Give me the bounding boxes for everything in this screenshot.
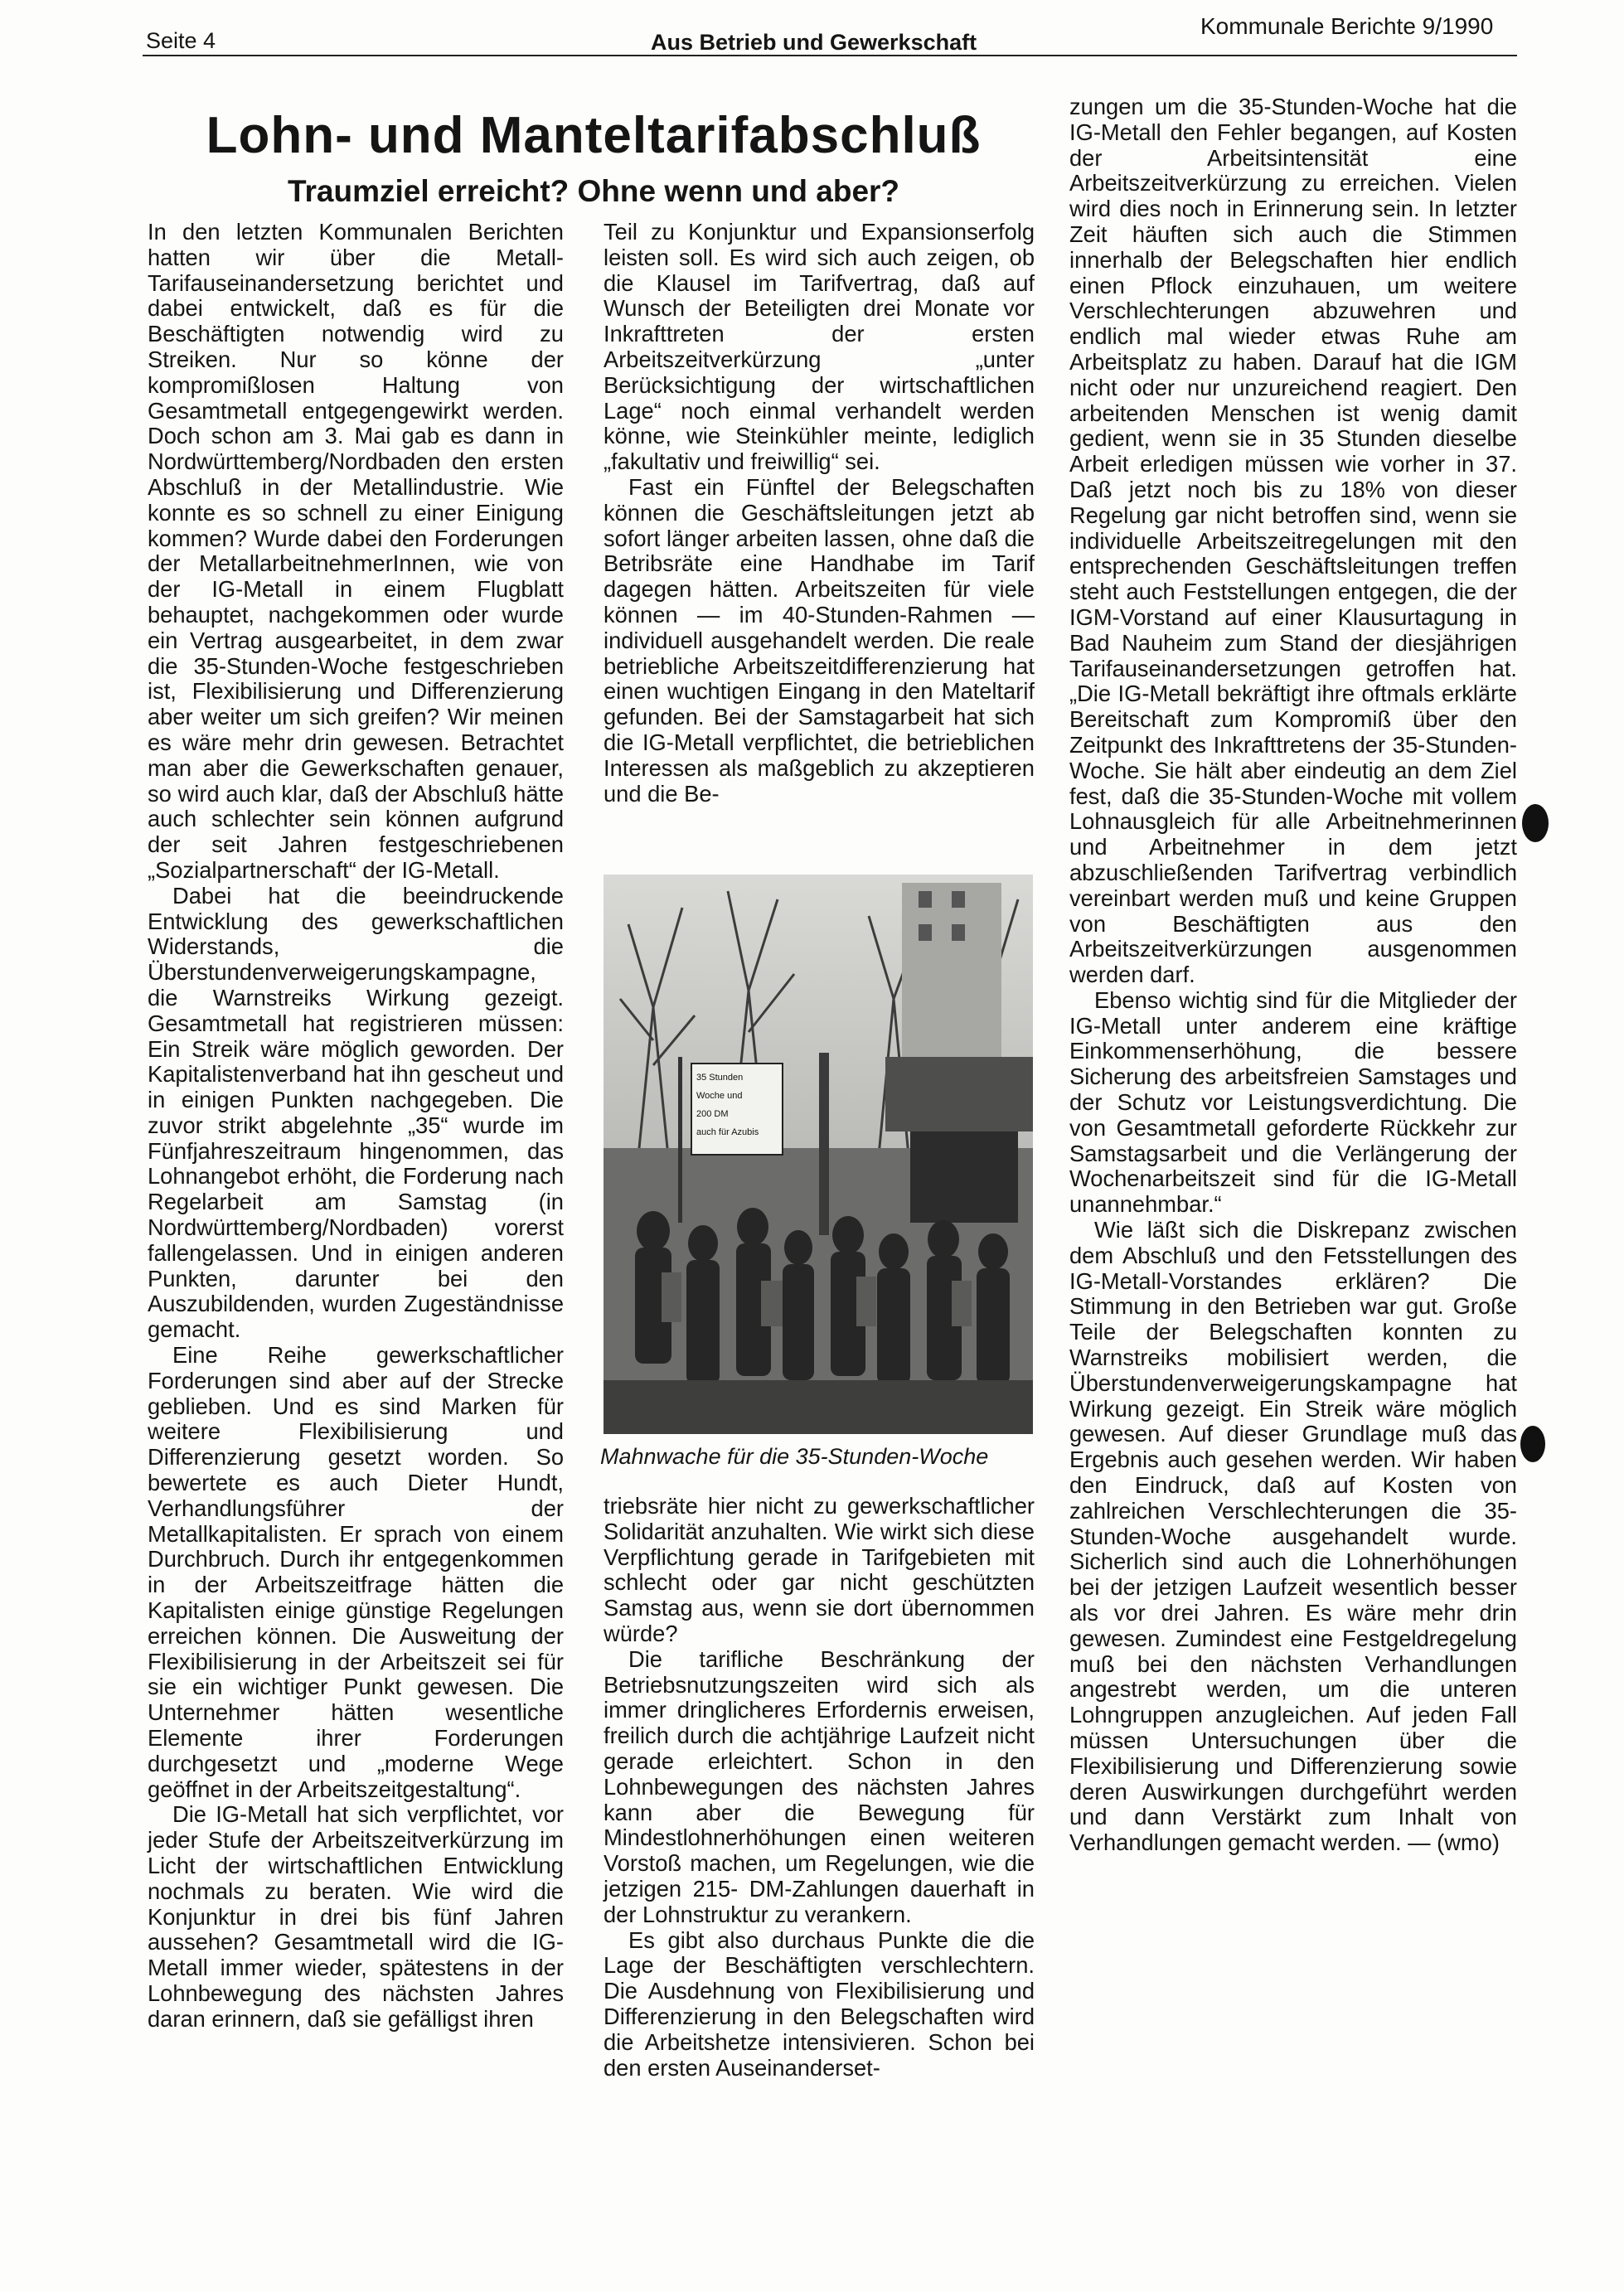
text-column-2-bottom xyxy=(604,1494,1035,2081)
photo-sign-line: 35 Stunden xyxy=(696,1073,744,1083)
punch-hole-mark xyxy=(1520,1426,1545,1462)
paragraph: Eine Reihe gewerkschaftlicher Forderungen sind aber auf der Strecke geblieben. Und es sind Marken für weitere Flexibilisierung und Differenzierung gesetzt worden. So bewertete es auch Dieter Hundt, Verhandlungsführer der Metallkapitalisten. Er sprach von einem Durchbruch. Durch ihr entgegenkommen in der Arbeitszeitfrage hätten die Kapitalisten einige günstige Regelungen erreichen können. Die Ausweitung der Flexibilisierung in der Arbeitszeit sei für sie ein wichtiger Punkt gewesen. Die Unternehmer hätten wesentliche Elemente ihrer Forderungen durchgesetzt und „moderne Wege geöffnet in der Arbeitszeitgestaltung“. xyxy=(148,1342,564,1802)
punch-hole-mark xyxy=(1522,804,1549,842)
demonstration-photo xyxy=(604,875,1033,1434)
paragraph: Die tarifliche Beschränkung der Betriebsnutzungszeiten wird sich als immer dringlicheres Erfordernis erweisen, freilich durch die achtjährige Laufzeit nicht gerade erleichtert. Schon in den Lohnbewegungen des nächsten Jahres kann aber die Bewegung für Mindestlohnerhöhungen einen weiteren Vorstoß machen, um Regelungen, wie die jetzigen 215- DM-Zahlungen dauerhaft in der Lohnstruktur zu verankern. xyxy=(604,1645,1035,1927)
paragraph: zungen um die 35-Stunden-Woche hat die IG-Metall den Fehler begangen, auf Kosten der Arbeitsintensität eine Arbeitszeitverkürzung zu erreichen. Vielen wird dies noch in Erinnerung sein. In letzter Zeit häuften sich auch die Stimmen innerhalb der Belegschaften hier endlich einen Pflock einzuhauen, um weitere Verschlechterungen abzuwehren und endlich mal wieder etwas Ruhe am Arbeitsplatz zu haben. Darauf hat die IGM nicht oder nur unzureichend reagiert. Den arbeitenden Menschen ist wenig damit gedient, wenn sie in 35 Stunden dieselbe Arbeit erledigen müssen wie vorher in 37. Daß jetzt noch bis zu 18% von dieser Regelung gar nicht betroffen sind, wenn sie individuelle Arbeitszeitregelungen mit den entsprechenden Geschäftsleitungen treffen steht auch Feststellungen entgegen, die der IGM-Vorstand auf einer Klausurtagung in Bad Nauheim zum Stand der diesjährigen Tarifauseinandersetzungen getroffen hat. „Die IG-Metall bekräftigt ihre oftmals erklärte Bereitschaft zum Kompromiß über den Zeitpunkt des Inkrafttretens der 35-Stunden-Woche. Sie hält aber eindeutig an dem Ziel fest, daß die 35-Stunden-Woche mit vollem Lohnausgleich für alle Arbeitnehmerinnen und Arbeitnehmer in dem jetzt abzuschließenden Tarifvertrag verbindlich vereinbart werden muß und keine Gruppen von Beschäftigten aus den Arbeitszeitverkürzungen ausgenommen werden darf. xyxy=(1069,94,1517,988)
paragraph: Dabei hat die beeindruckende Entwicklung des gewerkschaftlichen Widerstands, die Überstundenverweigerungskampagne, die Warnstreiks Wirkung gezeigt. Gesamtmetall hat registrieren müssen: Ein Streik wäre möglich geworden. Der Kapitalistenverband hat ihn gescheut und in einigen Punkten nachgegeben. Die zuvor strikt abgelehnte „35“ wurde im Fünfjahreszeitraum hingenommen, das Lohnangebot erhöht, die Forderung nach Regelarbeit am Samstag (in Nordwürttemberg/Nordbaden) vorerst fallengelassen. Und in einigen anderen Punkten, darunter bei den Auszubildenden, wurden Zugeständnisse gemacht. xyxy=(148,882,564,1343)
photo-sign-line: auch für Azubis xyxy=(696,1127,759,1137)
paragraph: In den letzten Kommunalen Berichten hatten wir über die Metall-Tarifauseinandersetzung berichtet und dabei entwickelt, daß es für die Beschäftigten notwendig wird zu Streiken. Nur so könne der kompromißlosen Haltung von Gesamtmetall entgegengewirkt werden. Doch schon am 3. Mai gab es dann in Nordwürttemberg/Nordbaden den ersten Abschluß in der Metallindustrie. Wie konnte es so schnell zu einer Einigung kommen? Wurde dabei den Forderungen der MetallarbeitnehmerInnen, wie von der IG-Metall in einem Flugblatt behauptet, nachgekommen oder wurde ein Vertrag ausgearbeitet, in dem zwar die 35-Stunden-Woche festgeschrieben ist, Flexibilisierung und Differenzierung aber weiter um sich greifen? Wir meinen es wäre mehr drin gewesen. Betrachtet man aber die Gewerkschaften genauer, so wird auch klar, daß der Abschluß hätte auch schlechter sein können aufgrund der seit Jahren festgeschriebenen „Sozialpartnerschaft“ der IG-Metall. xyxy=(148,219,564,883)
photo-sign-line: Woche und xyxy=(696,1091,743,1101)
publication-label: Kommunale Berichte 9/1990 xyxy=(1200,13,1494,39)
photo-sign-line: 200 DM xyxy=(696,1109,729,1119)
paragraph: Ebenso wichtig sind für die Mitglieder der IG-Metall unter anderem eine kräftige Einkommenserhöhung, die bessere Sicherung des arbeitsfreien Samstages und der Schutz vor Leistungsverdichtung. Die von Gesamtmetall geforderte Rückkehr zur Samstagsarbeit und die Verlängerung der Wochenarbeitszeit sind für die IG-Metall unannehmbar.“ xyxy=(1069,986,1517,1218)
text-column-2-top xyxy=(604,220,1035,807)
header-rule xyxy=(143,55,1517,56)
text-column-1 xyxy=(148,220,564,2033)
paragraph: triebsräte hier nicht zu gewerkschaftlicher Solidarität anzuhalten. Wie wirkt sich diese Verpflichtung gerade in Tarifgebieten mit schlecht oder gar nicht geschützten Samstag aus, wenn sie dort übernommen würde? xyxy=(604,1493,1035,1646)
paragraph: Es gibt also durchaus Punkte die die Lage der Beschäftigten verschlechtern. Die Ausdehnung von Flexibilisierung und Differenzierung in den Belegschaften wird die Arbeitshetze intensivieren. Schon bei den ersten Auseinanderset- xyxy=(604,1926,1035,2081)
page-number: Seite 4 xyxy=(146,28,216,53)
text-column-3 xyxy=(1069,94,1517,1856)
paragraph: Wie läßt sich die Diskrepanz zwischen dem Abschluß und den Fetsstellungen des IG-Metall-Vorstandes erklären? Die Stimmung in den Betrieben war gut. Große Teile der Belegschaften konnten zu Warnstreiks mobilisiert werden, die Überstundenverweigerungskampagne hat Wirkung gezeigt. Ein Streik wäre möglich gewesen. Auf dieser Grundlage muß das Ergebnis auch gesehen werden. Wir haben den Eindruck, daß auf Kosten von zahlreichen Verschlechterungen die 35-Stunden-Woche ausgehandelt wurde. Sicherlich sind auch die Lohnerhöhungen bei der jetzigen Laufzeit wesentlich besser als vor drei Jahren. Es wäre mehr drin gewesen. Zumindest eine Festgeldregelung muß bei den nächsten Verhandlungen angestrebt werden, um die unteren Lohngruppen anzugleichen. Auf jeden Fall müssen Untersuchungen über die Flexibilisierung und Differenzierung sowie deren Auswirkungen durchgeführt werden und dann Verstärkt zum Inhalt von Verhandlungen gemacht werden. — (wmo) xyxy=(1069,1217,1517,1856)
paragraph: Teil zu Konjunktur und Expansionserfolg leisten soll. Es wird sich auch zeigen, ob die Klausel im Tarifvertrag, daß auf Wunsch der Beteiligten drei Monate vor Inkrafttreten der ersten Arbeitszeitverkürzung „unter Berücksichtigung der wirtschaftlichen Lage“ noch einmal verhandelt werden könne, wie Steinkühler meinte, lediglich „fakultativ und freiwillig“ sei. xyxy=(604,219,1035,475)
paragraph: Die IG-Metall hat sich verpflichtet, vor jeder Stufe der Arbeitszeitverkürzung im Licht der wirtschaftlichen Entwicklung nochmals zu beraten. Wie wird die Konjunktur in drei bis fünf Jahren aussehen? Gesamtmetall wird die IG-Metall immer wieder, spätestens in der Lohnbewegung des nächsten Jahres daran erinnern, daß sie gefälligst ihren xyxy=(148,1801,564,2032)
section-heading: Aus Betrieb und Gewerkschaft xyxy=(651,30,977,55)
paragraph: Fast ein Fünftel der Belegschaften können die Geschäftsleitungen jetzt ab sofort länger arbeiten lassen, ohne daß die Betribsräte eine Handhabe im Tarif dagegen hätten. Arbeitszeiten für viele können — im 40-Stunden-Rahmen — individuell ausgehandelt werden. Die reale betriebliche Arbeitszeitdifferenzierung hat einen wuchtigen Eingang in den Mateltarif gefunden. Bei der Samstagarbeit hat sich die IG-Metall verpflichtet, die betrieblichen Interessen als maßgeblich zu akzeptieren und die Be- xyxy=(604,473,1035,807)
article-title: Lohn- und Manteltarifabschluß xyxy=(206,107,982,164)
photo-caption: Mahnwache für die 35-Stunden-Woche xyxy=(600,1444,989,1469)
article-subtitle: Traumziel erreicht? Ohne wenn und aber? xyxy=(287,174,900,208)
